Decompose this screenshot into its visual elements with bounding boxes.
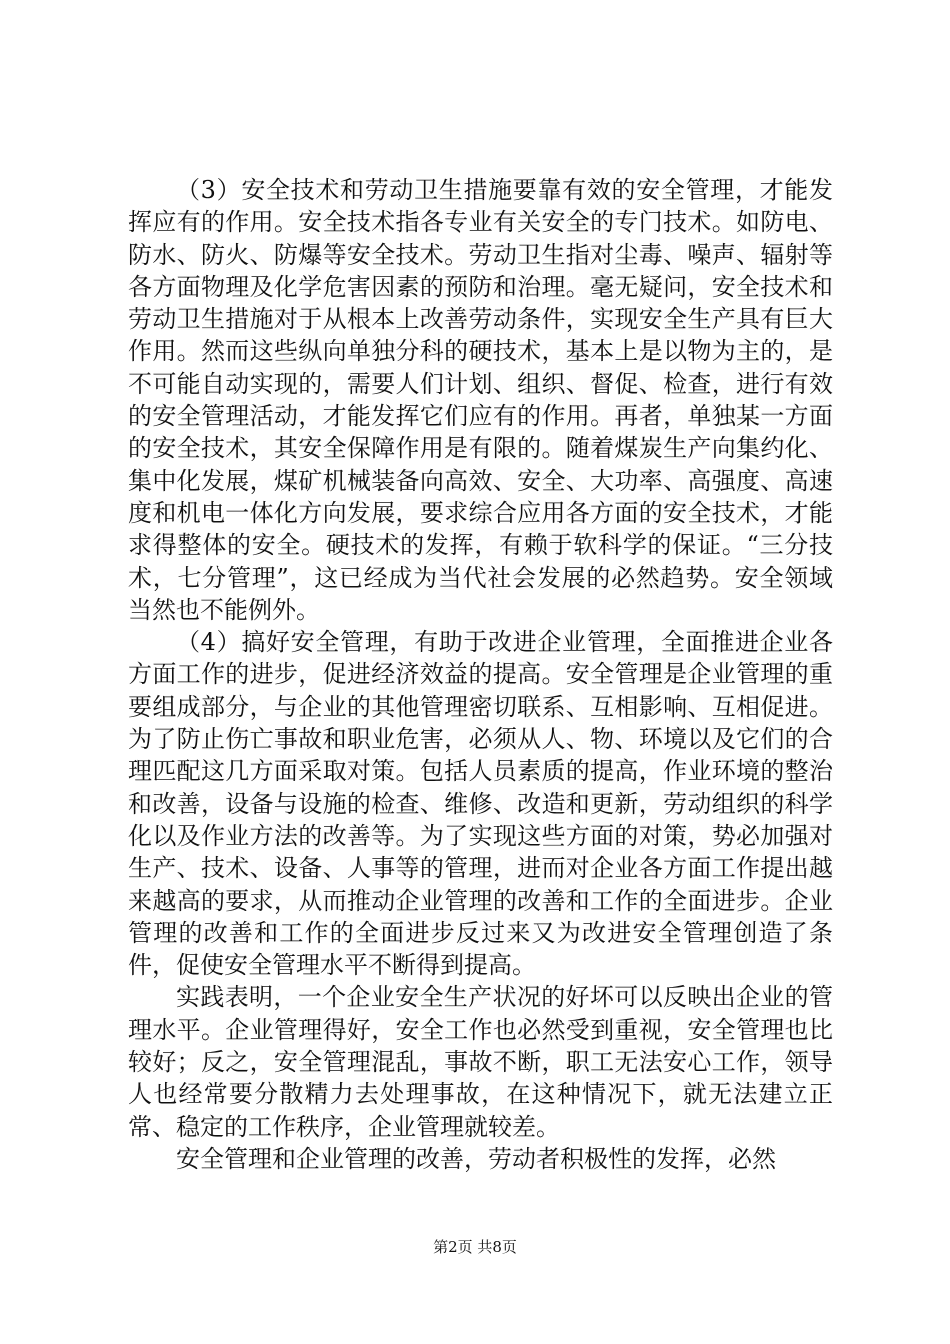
paragraph-practice-shows: 实践表明，一个企业安全生产状况的好坏可以反映出企业的管理水平。企业管理得好，安全工作也必然受到重视，安全管理也比较好；反之，安全管理混乱，事故不断，职工无法安心工作，领导人也经常要分散精力去处理事故，在这种情况下，就无法建立正常、稳定的工作秩序，企业管理就较差。 [128,983,833,1141]
paragraph-enterprise-management: （4）搞好安全管理，有助于改进企业管理，全面推进企业各方面工作的进步，促进经济效益的提高。安全管理是企业管理的重要组成部分，与企业的其他管理密切联系、互相影响、互相促进。为了防止伤亡事故和职业危害，必须从人、物、环境以及它们的合理匹配这几方面采取对策。包括人员素质的提高，作业环境的整治和改善，设备与设施的检查、维修、改造和更新，劳动组织的科学化以及作业方法的改善等。为了实现这些方面的对策，势必加强对生产、技术、设备、人事等的管理，进而对企业各方面工作提出越来越高的要求，从而推动企业管理的改善和工作的全面进步。企业管理的改善和工作的全面进步反过来又为改进安全管理创造了条件，促使安全管理水平不断得到提高。 [128,628,833,980]
paragraph-continuation: 安全管理和企业管理的改善，劳动者积极性的发挥，必然 [176,1144,776,1173]
page-number-indicator: 第2页 共8页 [433,1238,517,1256]
document-body [128,174,833,1175]
page-footer [0,1236,950,1257]
paragraph-safety-technology: （3）安全技术和劳动卫生措施要靠有效的安全管理，才能发挥应有的作用。安全技术指各专业有关安全的专门技术。如防电、防水、防火、防爆等安全技术。劳动卫生指对尘毒、噪声、辐射等各方面物理及化学危害因素的预防和治理。毫无疑问，安全技术和劳动卫生措施对于从根本上改善劳动条件，实现安全生产具有巨大作用。然而这些纵向单独分科的硬技术，基本上是以物为主的，是不可能自动实现的，需要人们计划、组织、督促、检查，进行有效的安全管理活动，才能发挥它们应有的作用。再者，单独某一方面的安全技术，其安全保障作用是有限的。随着煤炭生产向集约化、集中化发展，煤矿机械装备向高效、安全、大功率、高强度、高速度和机电一体化方向发展，要求综合应用各方面的安全技术，才能求得整体的安全。硬技术的发挥，有赖于软科学的保证。“三分技术，七分管理”，这已经成为当代社会发展的必然趋势。安全领域当然也不能例外。 [128,176,833,624]
